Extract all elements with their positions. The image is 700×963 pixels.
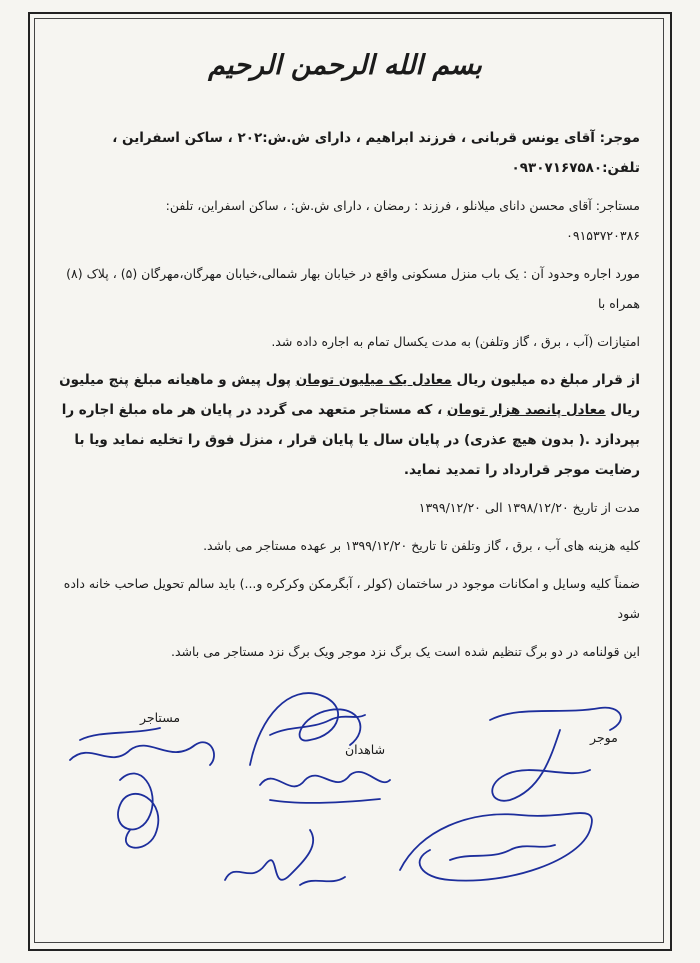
costs-line: کلیه هزینه های آب ، برق ، گاز وتلفن تا تاریخ ۱۳۹۹/۱۲/۲۰ بر عهده مستاجر می باشد. [203,538,640,553]
tenant-phone: ۰۹۱۵۳۷۲۰۳۸۶ [566,228,640,243]
lessor-label: موجر [590,730,618,745]
privileges-line: امتیازات (آب ، برق ، گاز وتلفن) به مدت یکسال تمام به اجاره داده شد. [271,334,640,349]
lessor-second-signature-icon [390,790,610,900]
payment-part-2: پول پیش و ماهیانه مبلغ پنج میلیون ریال [59,372,640,418]
lessor-line: موجر: آقای یونس قربانی ، فرزند ابراهیم ، دارای ش.ش:۲۰۲ ، ساکن اسفراین ، تلفن:۰۹۳۰۷۱۶۷۵۸۰ [112,130,640,176]
monthly-amount: معادل پانصد هزار تومان [446,402,606,418]
rental-subject-line: مورد اجاره وحدود آن : یک باب منزل مسکونی واقع در خیابان بهار شمالی،خیابان مهرگان،مهرگان (۵) ، پلاک (۸) همراه با [66,266,640,311]
payment-part-3: ، که مستاجر متعهد می گردد در پایان هر ماه مبلغ اجاره را بپردازد .( بدون هیچ عذری) در پایان سال یا پایان قرار ، منزل فوق را تخلیه نماید ویا با رضایت موجر قرارداد را تمدید نماید. [61,402,640,478]
copies-line: این قولنامه در دو برگ تنظیم شده است یک برگ نزد موجر ویک برگ نزد مستاجر می باشد. [170,644,640,659]
witness-signature-2-icon [250,755,400,815]
witnesses-label: شاهدان [345,742,386,757]
tenant-line: مستاجر: آقای محسن دانای میلانلو ، فرزند : رمضان ، دارای ش.ش: ، ساکن اسفراین، تلفن: [165,198,640,213]
payment-part-1: از قرار مبلغ ده میلیون ریال [451,372,640,388]
signature-area [50,660,650,920]
period-line: مدت از تاریخ ۱۳۹۸/۱۲/۲۰ الی ۱۳۹۹/۱۲/۲۰ [418,500,640,515]
heading: بسم الله الرحمن الرحیم [208,50,482,81]
contract-body [50,40,640,667]
payment-paragraph [50,365,640,485]
tenant-label: مستاجر [140,710,181,725]
equipment-line: ضمناً کلیه وسایل و امکانات موجود در ساختمان (کولر ، آبگرمکن وکرکره و...) باید سالم تحویل صاحب خانه داده شود [63,576,640,621]
tenant-signature-icon [60,720,230,860]
witness-signature-3-icon [210,825,360,905]
deposit-amount: معادل یک میلیون تومان [295,372,452,388]
